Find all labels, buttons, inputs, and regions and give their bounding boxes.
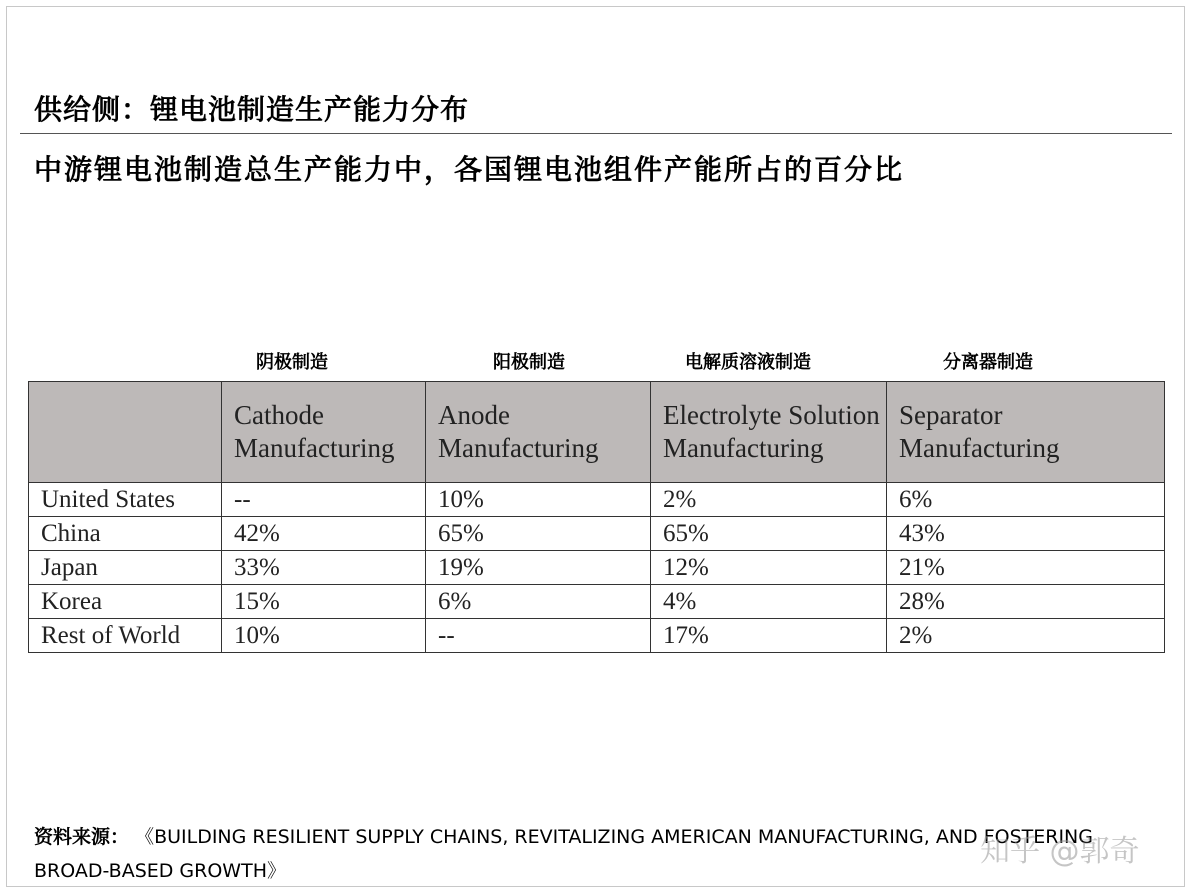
table-cell: 17% xyxy=(651,619,887,653)
title-divider xyxy=(20,133,1172,134)
table-header-row xyxy=(29,382,1165,483)
table-row xyxy=(29,483,1165,517)
source-text: 《BUILDING RESILIENT SUPPLY CHAINS, REVITALIZING AMERICAN MANUFACTURING, AND FOSTERING BROAD-BASED GROWTH》 xyxy=(34,826,1093,882)
cn-header-anode: 阳极制造 xyxy=(493,352,565,373)
cn-header-separator: 分离器制造 xyxy=(943,352,1033,373)
table-cell: 42% xyxy=(222,517,426,551)
table-cell: 10% xyxy=(426,483,651,517)
header-cell-separator: Separator Manufacturing xyxy=(887,382,1165,483)
table-cell: 2% xyxy=(651,483,887,517)
row-label: Rest of World xyxy=(29,619,222,653)
table-cell: 15% xyxy=(222,585,426,619)
table-cell: 33% xyxy=(222,551,426,585)
row-label: Japan xyxy=(29,551,222,585)
cn-header-electrolyte: 电解质溶液制造 xyxy=(685,352,811,373)
table-cell: 65% xyxy=(651,517,887,551)
row-label: China xyxy=(29,517,222,551)
table-cell: 21% xyxy=(887,551,1165,585)
header-cell-cathode: Cathode Manufacturing xyxy=(222,382,426,483)
table-cell: 12% xyxy=(651,551,887,585)
table-cell: 4% xyxy=(651,585,887,619)
table-row xyxy=(29,551,1165,585)
header-cell-blank xyxy=(29,382,222,483)
table-cell: 43% xyxy=(887,517,1165,551)
table-cell: 2% xyxy=(887,619,1165,653)
table-cell: -- xyxy=(426,619,651,653)
table-cell: 65% xyxy=(426,517,651,551)
table-cell: 10% xyxy=(222,619,426,653)
table-cell: -- xyxy=(222,483,426,517)
slide-subtitle: 中游锂电池制造总生产能力中，各国锂电池组件产能所占的百分比 xyxy=(34,153,905,186)
row-label: Korea xyxy=(29,585,222,619)
table-cell: 6% xyxy=(426,585,651,619)
capacity-table xyxy=(28,381,1165,653)
table-row xyxy=(29,619,1165,653)
table-cell: 28% xyxy=(887,585,1165,619)
table-cell: 6% xyxy=(887,483,1165,517)
cn-header-cathode: 阴极制造 xyxy=(256,352,328,373)
table-cell: 19% xyxy=(426,551,651,585)
slide-title: 供给侧：锂电池制造生产能力分布 xyxy=(34,93,470,126)
table-row xyxy=(29,517,1165,551)
header-cell-electrolyte: Electrolyte Solution Manufacturing xyxy=(651,382,887,483)
watermark: 知乎 @郭奇 xyxy=(980,834,1140,869)
table-row xyxy=(29,585,1165,619)
header-cell-anode: Anode Manufacturing xyxy=(426,382,651,483)
row-label: United States xyxy=(29,483,222,517)
source-label: 资料来源： xyxy=(34,826,130,848)
